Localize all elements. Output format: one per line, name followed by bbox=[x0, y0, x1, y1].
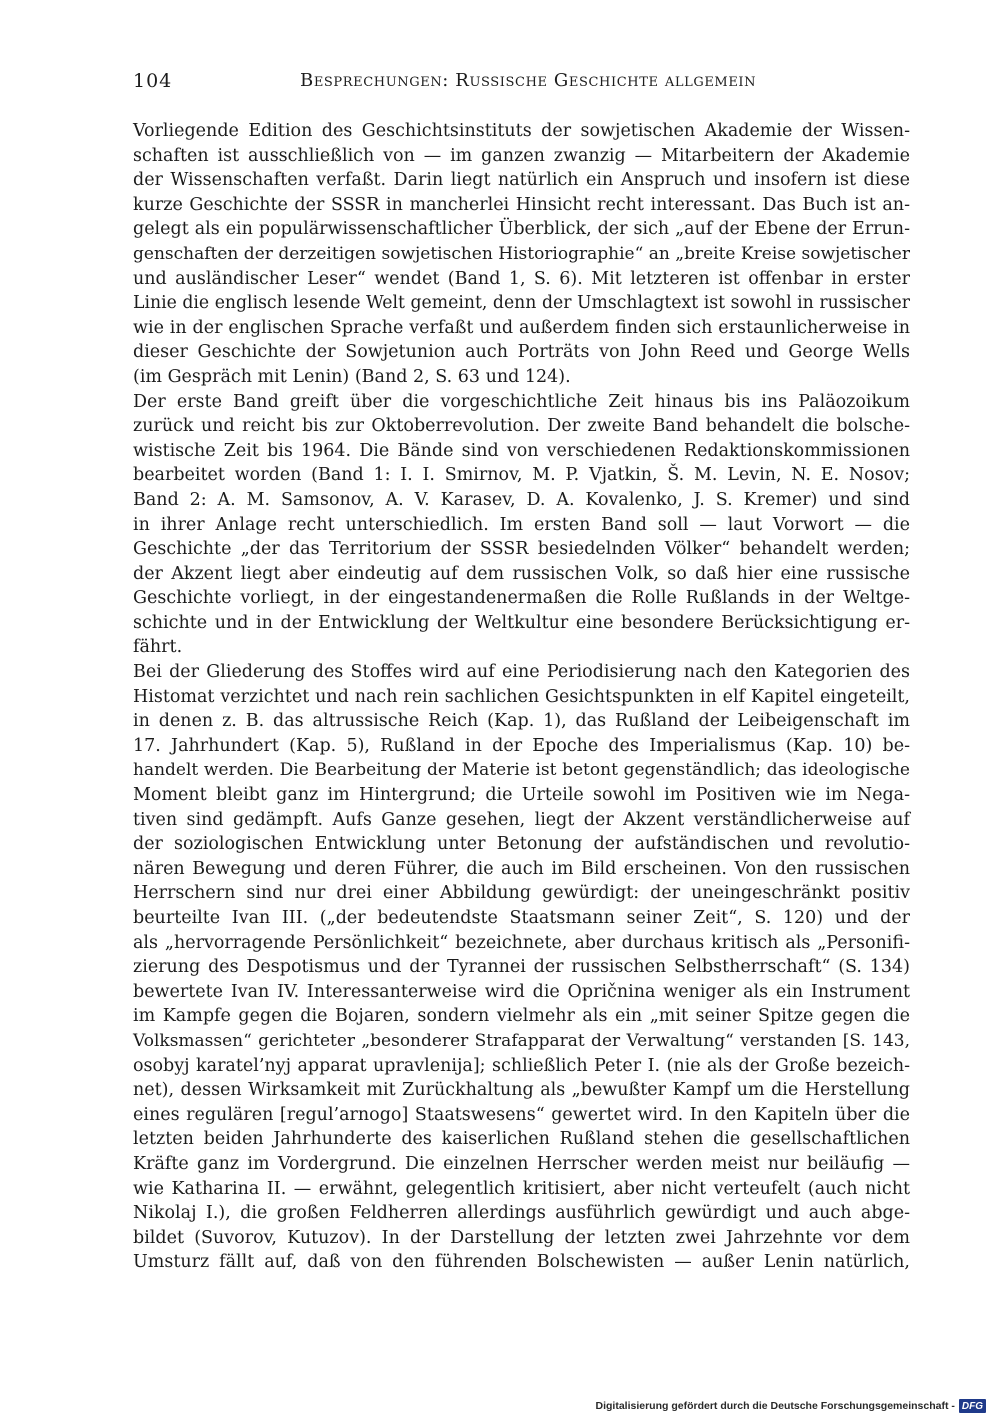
text-line: und ausländischer Leser“ wendet (Band 1, S. 6). Mit letzteren ist offenbar in erster bbox=[133, 268, 910, 289]
text-line: letzten beiden Jahrhunderte des kaiserlichen Rußland stehen die gesellschaftlichen bbox=[133, 1129, 910, 1150]
text-line: handelt werden. Die Bearbeitung der Materie ist betont gegenständlich; das ideologische bbox=[133, 760, 910, 781]
text-line: fährt. bbox=[133, 637, 183, 658]
text-line: in denen z. B. das altrussische Reich (Kap. 1), das Rußland der Leibeigenschaft im bbox=[133, 711, 910, 732]
text-line: der soziologischen Entwicklung unter Betonung der aufständischen und revolutio- bbox=[133, 834, 910, 855]
text-line: der Wissenschaften verfaßt. Darin liegt natürlich ein Anspruch und insofern ist diese bbox=[133, 170, 910, 191]
text-line: wistische Zeit bis 1964. Die Bände sind von verschiedenen Redaktionskommissionen bbox=[133, 440, 910, 461]
text-line: Bei der Gliederung des Stoffes wird auf eine Periodisierung nach den Kategorien des bbox=[133, 662, 910, 683]
running-head bbox=[133, 66, 913, 96]
text-line: Histomat verzichtet und nach rein sachlichen Gesichtspunkten in elf Kapitel eingeteilt, bbox=[133, 686, 910, 707]
text-line: Kräfte ganz im Vordergrund. Die einzelnen Herrscher werden meist nur beiläufig — bbox=[133, 1153, 910, 1174]
text-line: nären Bewegung und deren Führer, die auch im Bild erscheinen. Von den russischen bbox=[133, 858, 910, 879]
body-text bbox=[133, 119, 910, 1275]
text-line: Volksmassen“ gerichteter „besonderer Strafapparat der Verwaltung“ verstanden [S. 143, bbox=[133, 1030, 910, 1051]
text-line: gelegt als ein populärwissenschaftlicher Überblick, der sich „auf der Ebene der Errun- bbox=[133, 219, 910, 240]
running-title: Besprechungen: Russische Geschichte allgemein bbox=[300, 70, 757, 91]
text-line: Umsturz fällt auf, daß von den führenden Bolschewisten — außer Lenin natürlich, bbox=[133, 1252, 910, 1273]
page-number: 104 bbox=[133, 70, 173, 92]
text-line: Geschichte vorliegt, in der eingestandenermaßen die Rolle Rußlands in der Weltge- bbox=[133, 588, 910, 609]
text-line: osobyj karatel’nyj apparat upravlenija]; schließlich Peter I. (nie als der Große bezeich- bbox=[133, 1055, 910, 1076]
text-line: (im Gespräch mit Lenin) (Band 2, S. 63 und 124). bbox=[133, 366, 571, 387]
text-line: Geschichte „der das Territorium der SSSR besiedelnden Völker“ behandelt werden; bbox=[133, 539, 910, 560]
text-line: bildet (Suvorov, Kutuzov). In der Darstellung der letzten zwei Jahrzehnte vor dem bbox=[133, 1227, 910, 1248]
text-line: schichte und in der Entwicklung der Weltkultur eine besondere Berücksichtigung er- bbox=[133, 612, 910, 633]
credit-text: Digitalisierung gefördert durch die Deutsche Forschungsgemeinschaft - bbox=[595, 1400, 955, 1412]
text-line: net), dessen Wirksamkeit mit Zurückhaltung als „bewußter Kampf um die Herstellung bbox=[133, 1080, 910, 1101]
text-line: zierung des Despotismus und der Tyrannei der russischen Selbstherrschaft“ (S. 134) bbox=[133, 957, 910, 978]
text-line: bearbeitet worden (Band 1: I. I. Smirnov, M. P. Vjatkin, Š. M. Levin, N. E. Nosov; bbox=[133, 465, 910, 486]
text-line: im Kampfe gegen die Bojaren, sondern vielmehr als ein „mit seiner Spitze gegen die bbox=[133, 1006, 910, 1027]
text-line: zurück und reicht bis zur Oktoberrevolution. Der zweite Band behandelt die bolsche- bbox=[133, 416, 910, 437]
text-line: tiven sind gedämpft. Aufs Ganze gesehen, liegt der Akzent verständlicherweise auf bbox=[133, 809, 910, 830]
text-line: Der erste Band greift über die vorgeschichtliche Zeit hinaus bis ins Paläozoikum bbox=[133, 391, 910, 412]
text-line: Band 2: A. M. Samsonov, A. V. Karasev, D. A. Kovalenko, J. S. Kremer) und sind bbox=[133, 489, 910, 510]
text-line: als „hervorragende Persönlichkeit“ bezeichnete, aber durchaus kritisch als „Personifi- bbox=[133, 932, 910, 953]
digitization-credit bbox=[596, 1397, 987, 1415]
text-line: kurze Geschichte der SSSR in mancherlei Hinsicht recht interessant. Das Buch ist an- bbox=[133, 194, 910, 215]
text-line: Moment bleibt ganz im Hintergrund; die Urteile sowohl im Positiven wie im Nega- bbox=[133, 785, 910, 806]
text-line: bewertete Ivan IV. Interessanterweise wird die Opričnina weniger als ein Instrument bbox=[133, 981, 910, 1002]
text-line: genschaften der derzeitigen sowjetischen Historiographie“ an „breite Kreise sowjetischer bbox=[133, 243, 910, 264]
text-line: dieser Geschichte der Sowjetunion auch Porträts von John Reed und George Wells bbox=[133, 342, 910, 363]
text-line: der Akzent liegt aber eindeutig auf dem russischen Volk, so daß hier eine russische bbox=[133, 563, 910, 584]
text-line: in ihrer Anlage recht unterschiedlich. Im ersten Band soll — laut Vorwort — die bbox=[133, 514, 910, 535]
text-line: 17. Jahrhundert (Kap. 5), Rußland in der Epoche des Imperialismus (Kap. 10) be- bbox=[133, 735, 910, 756]
text-line: eines regulären [regul’arnogo] Staatswesens“ gewertet wird. In den Kapiteln über die bbox=[133, 1104, 910, 1125]
text-line: Herrschern sind nur drei einer Abbildung gewürdigt: der uneingeschränkt positiv bbox=[133, 883, 910, 904]
text-line: Nikolaj I.), die großen Feldherren allerdings ausführlich gewürdigt und auch abge- bbox=[133, 1203, 910, 1224]
text-line: schaften ist ausschließlich von — im ganzen zwanzig — Mitarbeitern der Akademie bbox=[133, 145, 910, 166]
text-line: beurteilte Ivan III. („der bedeutendste Staatsmann seiner Zeit“, S. 120) und der bbox=[133, 908, 910, 928]
text-line: Linie die englisch lesende Welt gemeint, denn der Umschlagtext ist sowohl in russischer bbox=[133, 293, 910, 314]
text-line: wie in der englischen Sprache verfaßt und außerdem finden sich erstaunlicherweise in bbox=[133, 317, 910, 338]
text-line: Vorliegende Edition des Geschichtsinstituts der sowjetischen Akademie der Wissen- bbox=[133, 121, 910, 141]
dfg-logo-icon: DFG bbox=[959, 1399, 986, 1413]
text-line: wie Katharina II. — erwähnt, gelegentlich kritisiert, aber nicht verteufelt (auch nicht bbox=[133, 1178, 910, 1199]
